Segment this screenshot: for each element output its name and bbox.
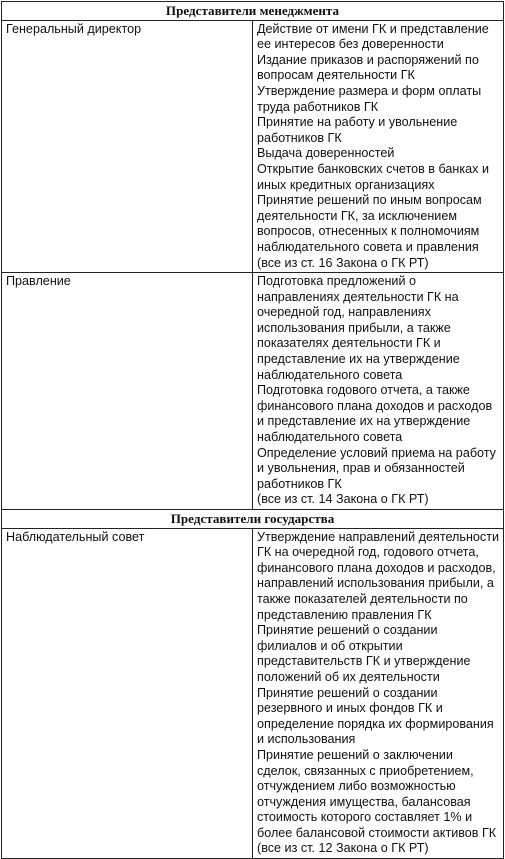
document-page [0,1,505,856]
section-header-row [2,2,504,21]
role-cell-board: Правление [2,273,253,510]
source-reference: (все из ст. 14 Закона о ГК РТ) [257,492,429,507]
power-item: Принятие на работу и увольнение работников ГК [257,115,458,145]
power-item: Издание приказов и распоряжений по вопросам деятельности ГК [257,52,479,83]
power-item: Принятие решений о создании резервного и иных фондов ГК и определение порядка их формирования и использования [257,685,494,747]
powers-cell-board [253,273,504,510]
power-item: Подготовка предложений о направлениях деятельности ГК на очередной год, направлениях использования прибыли, а также показателях деятельности ГК и представление их на утверждение наблюдательного совета [257,274,460,382]
role-cell-supervisory-council: Наблюдательный совет [2,528,253,858]
power-item: Подготовка годового отчета, а также финансового плана доходов и расходов и представление их на утверждение наблюдательного совета [257,383,493,445]
table-row [2,273,504,510]
power-item: Выдача доверенностей [257,146,395,161]
section-header-row [2,510,504,529]
section-title-management: Представители менеджмента [2,2,504,21]
power-item: Утверждение направлений деятельности ГК на очередной год, годового отчета, финансового плана доходов и расходов, направлений использования прибыли, а также показателей деятельности по представлению правления ГК [257,529,500,622]
power-item: Принятие решений о создании филиалов и об открытии представительств ГК и утверждение положений об их деятельности [257,623,471,684]
powers-table [1,1,504,859]
table-row [2,528,504,858]
power-item: Действие от имени ГК и представление ее интересов без доверенности [257,21,489,52]
source-reference: (все из ст. 16 Закона о ГК РТ) [257,255,429,270]
powers-cell-general-director [253,20,504,273]
power-item: Принятие решений по иным вопросам деятельности ГК, за исключением вопросов, отнесенных к полномочиям наблюдательного совета и правления [257,193,482,254]
powers-cell-supervisory-council [253,528,504,858]
table-row [2,20,504,273]
source-reference: (все из ст. 12 Закона о ГК РТ) [257,841,429,856]
power-item: Утверждение размера и форм оплаты труда работников ГК [257,83,482,114]
power-item: Определение условий приема на работу и увольнения, прав и обязанностей работников ГК [257,445,496,491]
section-title-state: Представители государства [2,510,504,529]
power-item: Принятие решений о заключении сделок, связанных с приобретением, отчуждением либо возможностью отчуждения имущества, балансовая стоимость которого составляет 1% и более балансовой стоимости активов ГК [257,747,497,840]
role-cell-general-director: Генеральный директор [2,20,253,273]
power-item: Открытие банковских счетов в банках и иных кредитных организациях [257,161,489,192]
